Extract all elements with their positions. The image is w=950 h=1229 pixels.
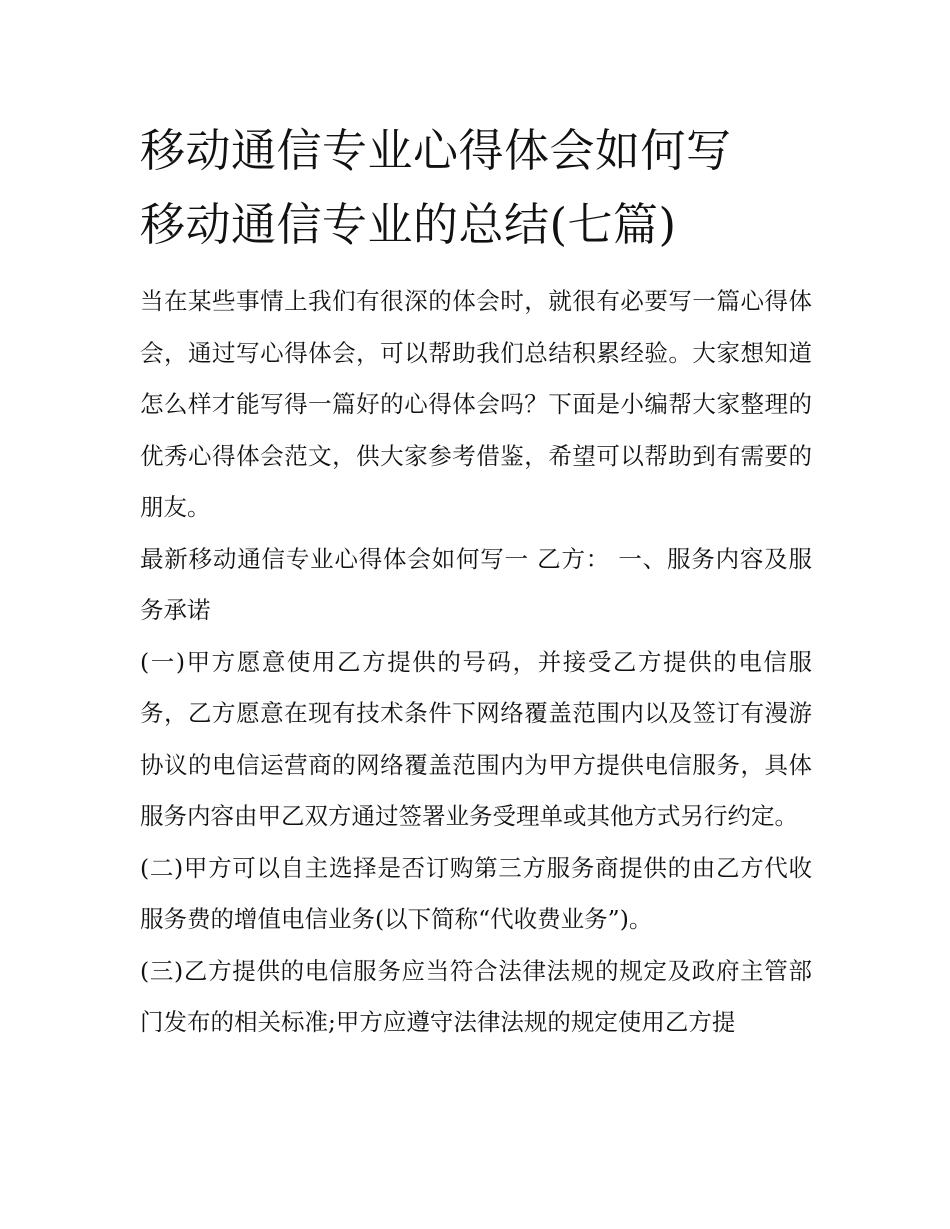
clause-3-paragraph: (三)乙方提供的电信服务应当符合法律法规的规定及政府主管部门发布的相关标准;甲方应遵守法律法规的规定使用乙方提 — [140, 956, 812, 1036]
section-heading-paragraph: 最新移动通信专业心得体会如何写一 乙方： 一、服务内容及服务承诺 — [140, 544, 812, 624]
title-line-1: 移动通信专业心得体会如何写 — [140, 124, 732, 177]
intro-paragraph: 当在某些事情上我们有很深的体会时，就很有必要写一篇心得体会，通过写心得体会，可以帮助我们总结积累经验。大家想知道怎么样才能写得一篇好的心得体会吗？下面是小编帮大家整理的优秀心得体会范文，供大家参考借鉴，希望可以帮助到有需要的朋友。 — [140, 287, 812, 521]
document-body — [140, 114, 812, 1049]
clause-2-paragraph: (二)甲方可以自主选择是否订购第三方服务商提供的由乙方代收服务费的增值电信业务(以下简称“代收费业务”)。 — [140, 853, 812, 933]
clause-1-paragraph: (一)甲方愿意使用乙方提供的号码，并接受乙方提供的电信服务，乙方愿意在现有技术条件下网络覆盖范围内以及签订有漫游协议的电信运营商的网络覆盖范围内为甲方提供电信服务，具体服务内容由甲乙双方通过签署业务受理单或其他方式另行约定。 — [140, 647, 812, 830]
document-title — [140, 114, 812, 262]
title-line-2: 移动通信专业的总结(七篇) — [140, 198, 677, 251]
